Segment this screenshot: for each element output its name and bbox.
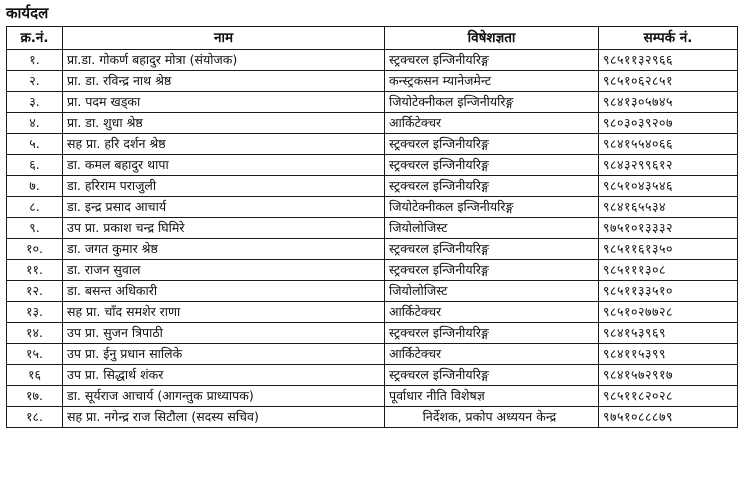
table-row (7, 344, 738, 365)
table-row (7, 218, 738, 239)
member-name-cell: डा. बसन्त अधिकारी (63, 281, 385, 302)
table-row (7, 71, 738, 92)
member-name-cell: सह प्रा. हरि दर्शन श्रेष्ठ (63, 134, 385, 155)
contact-number-cell: ९८५१०२७७२८ (599, 302, 738, 323)
table-row (7, 365, 738, 386)
contact-number-cell: ९८५१०६२८५१ (599, 71, 738, 92)
serial-number-cell: १३. (7, 302, 63, 323)
table-row (7, 134, 738, 155)
header-row (7, 27, 738, 50)
member-name-cell: डा. इन्द्र प्रसाद आचार्य (63, 197, 385, 218)
column-header-contact: सम्पर्क नं. (599, 27, 738, 50)
member-name-cell: उप प्रा. ईनु प्रधान सालिके (63, 344, 385, 365)
member-name-cell: डा. सूर्यराज आचार्य (आगन्तुक प्राध्यापक) (63, 386, 385, 407)
contact-number-cell: ९८५१०४३५४६ (599, 176, 738, 197)
contact-number-cell: ९८५११३३५१० (599, 281, 738, 302)
member-name-cell: प्रा. डा. रविन्द्र नाथ श्रेष्ठ (63, 71, 385, 92)
specialization-cell: स्ट्रक्चरल इन्जिनीयरिङ्ग (385, 50, 599, 71)
serial-number-cell: १६ (7, 365, 63, 386)
contact-number-cell: ९८५११३२९६६ (599, 50, 738, 71)
specialization-cell: स्ट्रक्चरल इन्जिनीयरिङ्ग (385, 323, 599, 344)
column-header-number: क्र.नं. (7, 27, 63, 50)
member-name-cell: डा. हरिराम पराजुली (63, 176, 385, 197)
serial-number-cell: ५. (7, 134, 63, 155)
table-row (7, 281, 738, 302)
specialization-cell: स्ट्रक्चरल इन्जिनीयरिङ्ग (385, 239, 599, 260)
table-row (7, 302, 738, 323)
table-row (7, 155, 738, 176)
serial-number-cell: १. (7, 50, 63, 71)
specialization-cell: कन्स्ट्रकसन म्यानेजमेन्ट (385, 71, 599, 92)
specialization-cell: निर्देशक, प्रकोप अध्ययन केन्द्र (385, 407, 599, 428)
serial-number-cell: १५. (7, 344, 63, 365)
table-header (7, 27, 738, 50)
contact-number-cell: ९८४३२९९६१२ (599, 155, 738, 176)
serial-number-cell: ९. (7, 218, 63, 239)
table-row (7, 113, 738, 134)
serial-number-cell: ६. (7, 155, 63, 176)
member-name-cell: डा. कमल बहादुर थापा (63, 155, 385, 176)
member-name-cell: सह प्रा. चाँद समशेर राणा (63, 302, 385, 323)
member-name-cell: उप प्रा. सिद्धार्थ शंकर (63, 365, 385, 386)
specialization-cell: जियोलोजिस्ट (385, 218, 599, 239)
serial-number-cell: १४. (7, 323, 63, 344)
section-heading: कार्यदल (6, 4, 49, 22)
column-header-name: नाम (63, 27, 385, 50)
contact-number-cell: ९८०३०३९२०७ (599, 113, 738, 134)
member-name-cell: डा. राजन सुवाल (63, 260, 385, 281)
serial-number-cell: १८. (7, 407, 63, 428)
serial-number-cell: ४. (7, 113, 63, 134)
specialization-cell: जियोटेक्नीकल इन्जिनीयरिङ्ग (385, 92, 599, 113)
column-header-specialization: विषेशज्ञता (385, 27, 599, 50)
specialization-cell: स्ट्रक्चरल इन्जिनीयरिङ्ग (385, 176, 599, 197)
specialization-cell: आर्किटेक्चर (385, 302, 599, 323)
serial-number-cell: २. (7, 71, 63, 92)
team-table (6, 26, 738, 428)
specialization-cell: स्ट्रक्चरल इन्जिनीयरिङ्ग (385, 134, 599, 155)
table-row (7, 323, 738, 344)
contact-number-cell: ९८४१६५५३४ (599, 197, 738, 218)
specialization-cell: स्ट्रक्चरल इन्जिनीयरिङ्ग (385, 155, 599, 176)
member-name-cell: सह प्रा. नगेन्द्र राज सिटौला (सदस्य सचिव) (63, 407, 385, 428)
specialization-cell: पूर्वाधार नीति विशेषज्ञ (385, 386, 599, 407)
member-name-cell: डा. जगत कुमार श्रेष्ठ (63, 239, 385, 260)
contact-number-cell: ९७५१०८८८७९ (599, 407, 738, 428)
serial-number-cell: १७. (7, 386, 63, 407)
contact-number-cell: ९८४१५५४०६६ (599, 134, 738, 155)
contact-number-cell: ९८४१५७२९१७ (599, 365, 738, 386)
contact-number-cell: ९७५१०१३३३२ (599, 218, 738, 239)
table-row (7, 197, 738, 218)
member-name-cell: उप प्रा. प्रकाश चन्द्र घिमिरे (63, 218, 385, 239)
serial-number-cell: ७. (7, 176, 63, 197)
specialization-cell: स्ट्रक्चरल इन्जिनीयरिङ्ग (385, 260, 599, 281)
member-name-cell: प्रा.डा. गोकर्ण बहादुर मोत्रा (संयोजक) (63, 50, 385, 71)
member-name-cell: प्रा. डा. शुधा श्रेष्ठ (63, 113, 385, 134)
table-row (7, 50, 738, 71)
contact-number-cell: ९८४१५३९६९ (599, 323, 738, 344)
serial-number-cell: १०. (7, 239, 63, 260)
specialization-cell: आर्किटेक्चर (385, 113, 599, 134)
specialization-cell: जियोलोजिस्ट (385, 281, 599, 302)
contact-number-cell: ९८५११६१३५० (599, 239, 738, 260)
contact-number-cell: ९८५१११३०८ (599, 260, 738, 281)
contact-number-cell: ९८५११८२०२८ (599, 386, 738, 407)
member-name-cell: उप प्रा. सुजन त्रिपाठी (63, 323, 385, 344)
serial-number-cell: ८. (7, 197, 63, 218)
specialization-cell: आर्किटेक्चर (385, 344, 599, 365)
contact-number-cell: ९८४१३०५७४५ (599, 92, 738, 113)
serial-number-cell: १२. (7, 281, 63, 302)
table-row (7, 176, 738, 197)
table-row (7, 407, 738, 428)
specialization-cell: जियोटेक्नीकल इन्जिनीयरिङ्ग (385, 197, 599, 218)
table-body (7, 50, 738, 428)
table-row (7, 386, 738, 407)
serial-number-cell: ३. (7, 92, 63, 113)
member-name-cell: प्रा. पदम खड्का (63, 92, 385, 113)
table-row (7, 260, 738, 281)
contact-number-cell: ९८४११५३९९ (599, 344, 738, 365)
table-row (7, 239, 738, 260)
serial-number-cell: ११. (7, 260, 63, 281)
table-row (7, 92, 738, 113)
specialization-cell: स्ट्रक्चरल इन्जिनीयरिङ्ग (385, 365, 599, 386)
